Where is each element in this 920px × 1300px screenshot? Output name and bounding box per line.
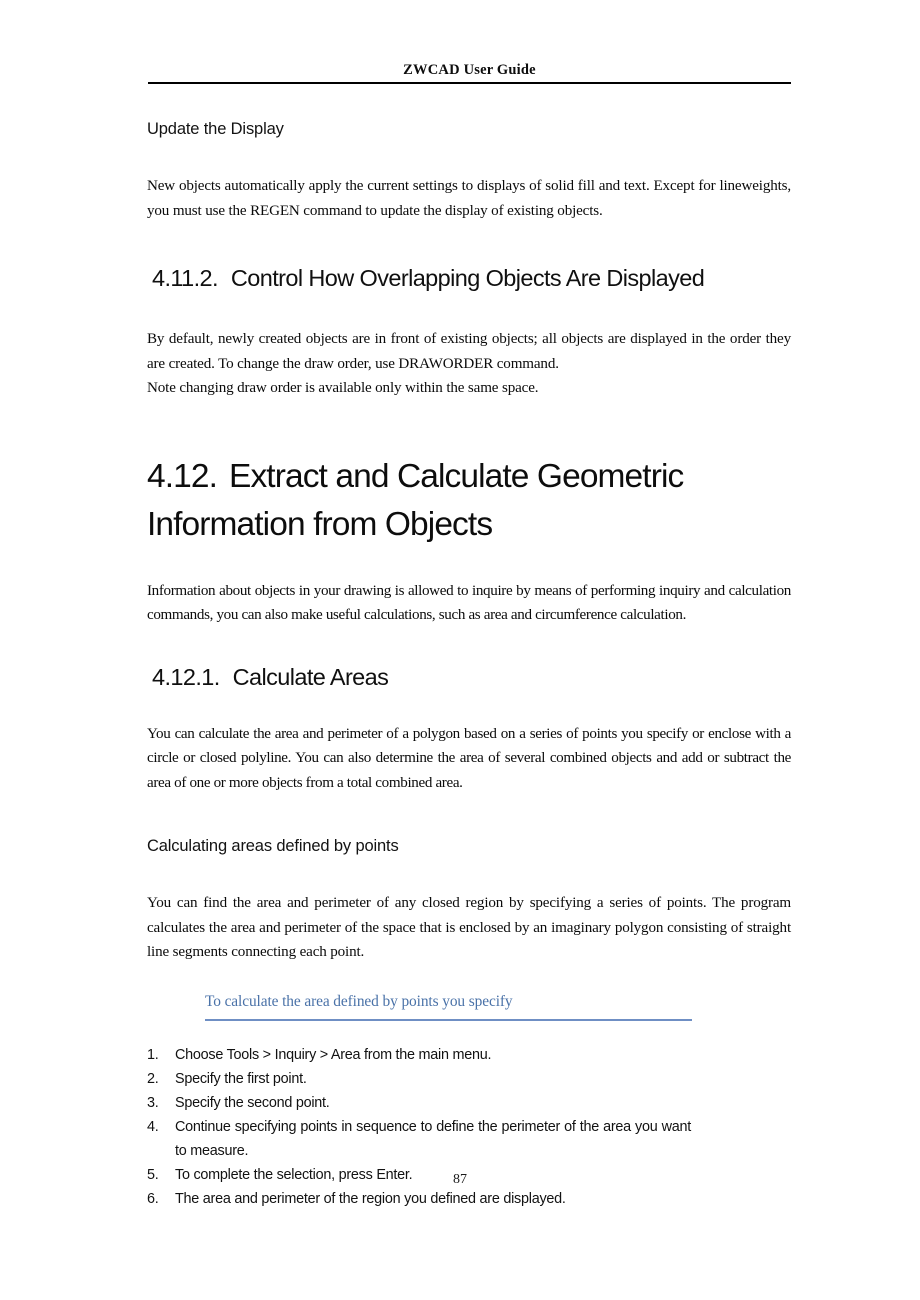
spacer bbox=[147, 401, 791, 453]
list-item-marker: 5. bbox=[147, 1166, 159, 1183]
list-item-marker: 1. bbox=[147, 1046, 159, 1063]
list-item-text: Continue specifying points in sequence to define the perimeter of the area you want to measure. bbox=[175, 1118, 691, 1159]
header-title: ZWCAD User Guide bbox=[403, 62, 536, 78]
list-item-marker: 3. bbox=[147, 1094, 159, 1111]
spacer bbox=[147, 549, 791, 579]
spacer bbox=[147, 965, 791, 991]
list-item-text: The area and perimeter of the region you defined are displayed. bbox=[175, 1190, 566, 1207]
spacer bbox=[147, 293, 791, 327]
heading-update-the-display: Update the Display bbox=[147, 120, 284, 138]
heading-4-12-1-title: Calculate Areas bbox=[232, 663, 389, 690]
list-item-text: Specify the first point. bbox=[175, 1070, 307, 1087]
list-item-marker: 2. bbox=[147, 1070, 159, 1087]
procedure-title: To calculate the area defined by points you specify bbox=[205, 992, 513, 1010]
heading-4-12-1 bbox=[152, 662, 791, 692]
list-item bbox=[147, 1043, 791, 1067]
page-header bbox=[148, 62, 791, 84]
spacer bbox=[147, 140, 791, 174]
heading-4-12-title-line-1: Extract and Calculate Geometric bbox=[229, 457, 684, 495]
paragraph-overlapping-2: Note changing draw order is available only within the same space. bbox=[147, 380, 539, 396]
heading-calculating-areas-by-points: Calculating areas defined by points bbox=[147, 837, 399, 855]
heading-4-11-2-number: 4.11.2. bbox=[152, 265, 218, 291]
heading-4-12-number: 4.12. bbox=[147, 457, 218, 495]
list-item-text: Specify the second point. bbox=[175, 1094, 330, 1111]
paragraph-extract-intro: Information about objects in your drawing is allowed to inquire by means of performing inquiry and calculation commands, you can also make useful calculations, such as area and circumference calculation. bbox=[147, 582, 791, 623]
heading-4-12 bbox=[147, 453, 791, 549]
spacer bbox=[147, 692, 791, 722]
procedure-block bbox=[205, 991, 692, 1021]
spacer bbox=[147, 795, 791, 835]
header-divider bbox=[148, 82, 791, 84]
spacer bbox=[147, 223, 791, 263]
list-item-text: Choose Tools > Inquiry > Area from the main menu. bbox=[175, 1046, 492, 1063]
heading-4-12-1-number: 4.12.1. bbox=[152, 663, 220, 690]
paragraph-overlapping-1: By default, newly created objects are in front of existing objects; all objects are displayed in the order they are created. To change the draw order, use DRAWORDER command. bbox=[147, 331, 791, 372]
page-content bbox=[147, 118, 791, 1211]
list-item-text: To complete the selection, press Enter. bbox=[175, 1166, 413, 1183]
page-number: 87 bbox=[453, 1172, 467, 1187]
spacer bbox=[147, 628, 791, 662]
list-item-marker: 6. bbox=[147, 1190, 159, 1207]
spacer bbox=[147, 1021, 791, 1043]
heading-4-11-2 bbox=[152, 263, 791, 293]
paragraph-find-area-perimeter: You can find the area and perimeter of any closed region by specifying a series of points. The program calculates the area and perimeter of the space that is enclosed by an imaginary polygon consisting of straight line segments connecting each point. bbox=[147, 895, 791, 960]
heading-4-11-2-title: Control How Overlapping Objects Are Displayed bbox=[230, 265, 705, 291]
list-item bbox=[147, 1115, 791, 1163]
spacer bbox=[147, 857, 791, 891]
list-item-marker: 4. bbox=[147, 1118, 159, 1135]
list-item bbox=[147, 1091, 791, 1115]
heading-4-12-title-line-2: Information from Objects bbox=[147, 505, 493, 543]
paragraph-update-display: New objects automatically apply the current settings to displays of solid fill and text. Except for lineweights, you must use the REGEN command to update the display of existing objects. bbox=[147, 178, 791, 219]
paragraph-calculate-areas: You can calculate the area and perimeter of a polygon based on a series of points you specify or enclose with a circle or closed polyline. You can also determine the area of several combined objects and add or subtract the area of one or more objects from a total combined area. bbox=[147, 725, 791, 791]
list-item bbox=[147, 1187, 791, 1211]
list-item bbox=[147, 1067, 791, 1091]
